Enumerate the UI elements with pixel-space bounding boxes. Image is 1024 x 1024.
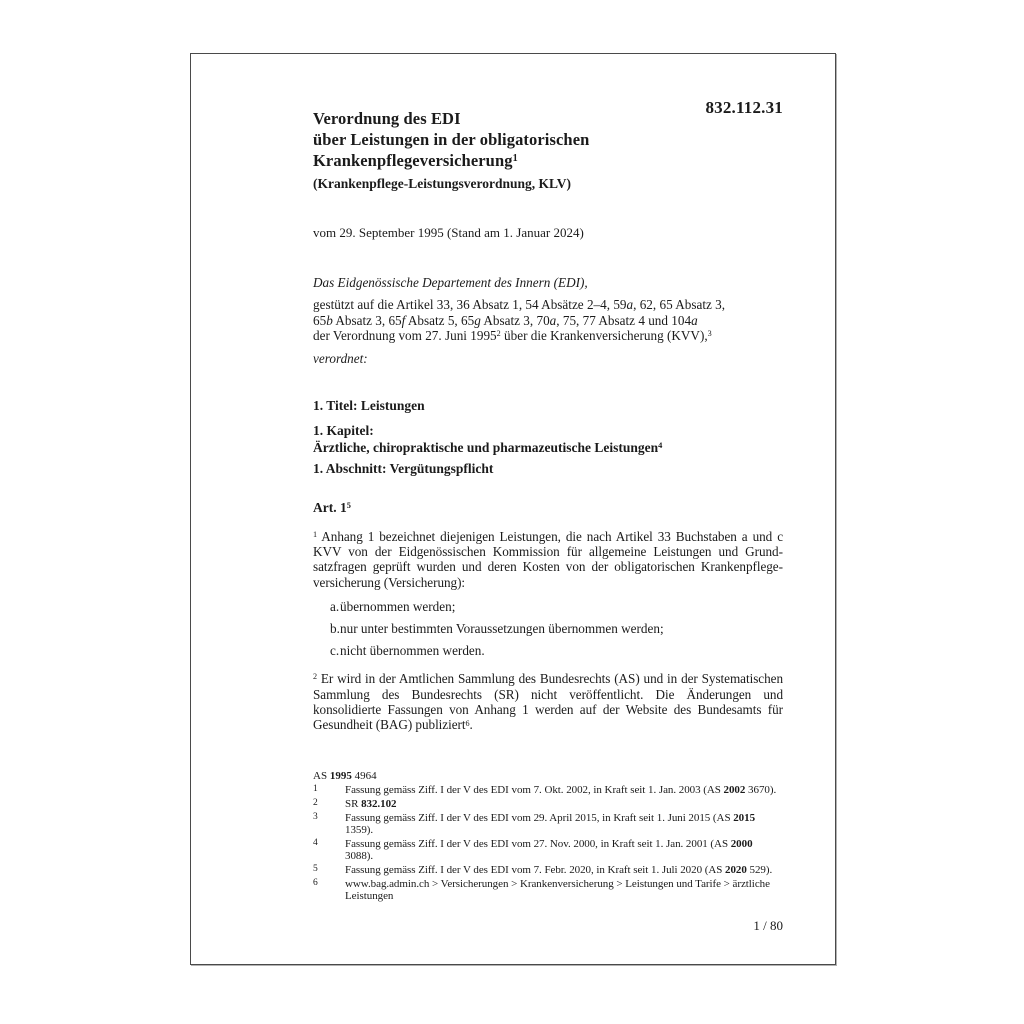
list-item-b xyxy=(313,621,783,636)
legal-basis: gestützt auf die Artikel 33, 36 Absatz 1, 54 Absätze 2–4, 59a, 62, 65 Absatz 3, 65b Absatz 3, 65f Absatz 5, 65g Absatz 3, 70a, 75, 77 Absatz 4 und 104a der Verordnung vom 27. Juni 1995$^2$ über die Krankenversicherung (KVV),$^3$ xyxy=(313,297,726,343)
list-item-text: übernommen werden; xyxy=(340,599,456,615)
decree-word: verordnet: xyxy=(313,350,368,366)
footnote-1 xyxy=(313,784,783,797)
footnote-number: 5 xyxy=(313,863,318,874)
list-item-label: c. xyxy=(330,643,340,659)
footnote-text: Fassung gemäss Ziff. I der V des EDI vom 7. Febr. 2020, in Kraft seit 1. Juli 2020 (AS 2020 529). xyxy=(345,863,773,876)
list-item-text: nicht übernommen werden. xyxy=(340,643,485,659)
article-1-paragraph-1: $^1$ Anhang 1 bezeichnet diejenigen Leistungen, die nach Artikel 33 Buchstaben a und c KVV von der Eidgenössischen Kommission für allgemeine Leistungen und Grundsatzfragen geprüft wurden und deren Kosten von der obligatorischen Krankenpflegeversicherung (Versicherung): xyxy=(313,528,783,590)
footnote-number: 4 xyxy=(313,837,318,848)
as-reference: AS 1995 4964 xyxy=(313,769,377,782)
list-item-label: a. xyxy=(330,599,340,615)
footnote-2 xyxy=(313,798,783,811)
document-title: Verordnung des EDI über Leistungen in der obligatorischen Krankenpflegeversicherung$^1$ xyxy=(313,109,590,170)
footnote-4 xyxy=(313,838,783,863)
list-item-c xyxy=(313,643,783,658)
footnote-6 xyxy=(313,878,783,903)
footnotes xyxy=(313,770,783,903)
heading-titel-1: 1. Titel: Leistungen xyxy=(313,397,425,413)
footnote-text: Fassung gemäss Ziff. I der V des EDI vom 7. Okt. 2002, in Kraft seit 1. Jan. 2003 (AS 2002 3670). xyxy=(345,784,777,797)
footnote-5 xyxy=(313,864,783,877)
list-item-a xyxy=(313,599,783,614)
footnote-text: www.bag.admin.ch > Versicherungen > Krankenversicherung > Leistungen und Tarife > ärztliche Leistungen xyxy=(345,877,770,903)
date-status-line: vom 29. September 1995 (Stand am 1. Januar 2024) xyxy=(313,225,584,240)
footnote-number: 3 xyxy=(313,811,318,822)
heading-abschnitt-1: 1. Abschnitt: Vergütungspflicht xyxy=(313,460,494,476)
footnote-text: Fassung gemäss Ziff. I der V des EDI vom 29. April 2015, in Kraft seit 1. Juni 2015 (AS 2015 1359). xyxy=(345,811,756,837)
article-1-paragraph-2: $^2$ Er wird in der Amtlichen Sammlung des Bundesrechts (AS) und in der Systematischen Sammlung des Bundesrechts (SR) nicht veröffentlicht. Die Änderungen und konsolidierte Fassungen von Anhang 1 werden auf der Website des Bundesamts für Gesundheit (BAG) publiziert$^6$. xyxy=(313,671,783,733)
article-1-list xyxy=(313,599,783,658)
footnote-3 xyxy=(313,812,783,837)
article-1-label: Art. $1^5$ xyxy=(313,499,351,515)
footnote-number: 2 xyxy=(313,797,318,808)
page-indicator: 1 / 80 xyxy=(753,917,783,933)
heading-kapitel-1: 1. Kapitel: Ärztliche, chiropraktische und pharmazeutische Leistungen$^4$ xyxy=(313,422,663,455)
footnote-text: SR 832.102 xyxy=(345,797,397,810)
preamble-issuer: Das Eidgenössische Departement des Innern (EDI), xyxy=(313,275,588,290)
document-number: 832.112.31 xyxy=(705,98,783,117)
footnote-number: 1 xyxy=(313,784,318,795)
document-content xyxy=(313,54,783,934)
footnote-text: Fassung gemäss Ziff. I der V des EDI vom 27. Nov. 2000, in Kraft seit 1. Jan. 2001 (AS 2000 3088). xyxy=(345,837,753,863)
list-item-label: b. xyxy=(330,621,340,637)
footnote-number: 6 xyxy=(313,877,318,888)
document-page xyxy=(190,53,836,965)
list-item-text: nur unter bestimmten Voraussetzungen übernommen werden; xyxy=(340,621,664,637)
document-subtitle: (Krankenpflege-Leistungsverordnung, KLV) xyxy=(313,176,572,191)
